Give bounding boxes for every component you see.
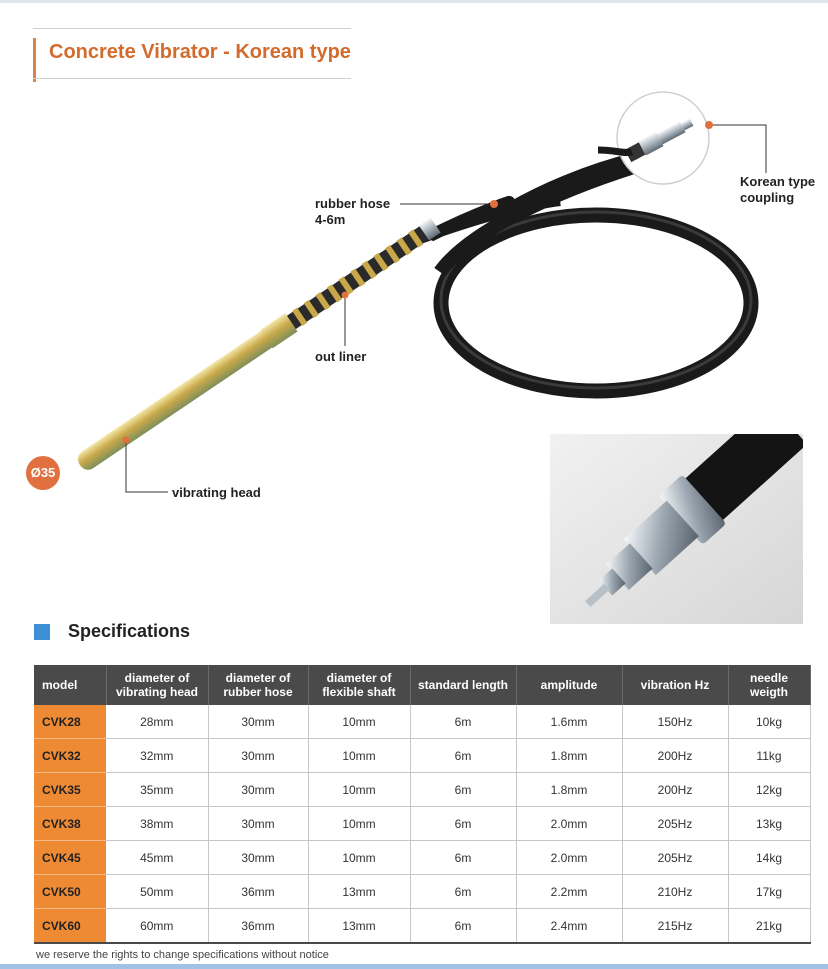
rubber-hose-label-line1: rubber hose: [315, 196, 391, 211]
table-body: [34, 705, 810, 943]
model-cell: CVK28: [34, 705, 106, 739]
column-header: [308, 665, 410, 705]
table-cell: 6m: [410, 841, 516, 875]
table-row: [34, 705, 810, 739]
table-cell: 32mm: [106, 739, 208, 773]
column-header-line: diameter of: [225, 671, 291, 685]
table-cell: 1.8mm: [516, 739, 622, 773]
column-header: [516, 665, 622, 705]
table-cell: 10mm: [308, 773, 410, 807]
table-cell: 1.8mm: [516, 773, 622, 807]
column-header: [34, 665, 106, 705]
column-header-line: vibration Hz: [640, 678, 710, 692]
column-header-line: amplitude: [540, 678, 598, 692]
table-cell: 2.4mm: [516, 909, 622, 944]
column-header-line: flexible shaft: [322, 685, 396, 699]
column-header-line: model: [42, 678, 78, 692]
table-row: [34, 841, 810, 875]
diameter-badge: Ø35: [26, 456, 60, 490]
table-cell: 6m: [410, 875, 516, 909]
model-cell: CVK32: [34, 739, 106, 773]
table-cell: 30mm: [208, 773, 308, 807]
table-row: [34, 875, 810, 909]
table-cell: 28mm: [106, 705, 208, 739]
vibrating-head-rod: [74, 216, 442, 474]
table-cell: 13mm: [308, 875, 410, 909]
column-header: [208, 665, 308, 705]
table-cell: 11kg: [728, 739, 810, 773]
table-cell: 10mm: [308, 807, 410, 841]
table-cell: 6m: [410, 705, 516, 739]
title-block: [33, 28, 351, 80]
table-cell: 10mm: [308, 705, 410, 739]
column-header: [106, 665, 208, 705]
table-cell: 200Hz: [622, 739, 728, 773]
table-cell: 13kg: [728, 807, 810, 841]
table-header-row: [34, 665, 810, 705]
table-cell: 6m: [410, 773, 516, 807]
vibrating-head-label: vibrating head: [172, 485, 261, 500]
table-row: [34, 739, 810, 773]
table-cell: 205Hz: [622, 841, 728, 875]
table-cell: 30mm: [208, 739, 308, 773]
table-cell: 12kg: [728, 773, 810, 807]
column-header: [622, 665, 728, 705]
table-cell: 6m: [410, 739, 516, 773]
model-cell: CVK38: [34, 807, 106, 841]
table-cell: 10mm: [308, 739, 410, 773]
top-divider: [0, 0, 828, 3]
table-cell: 6m: [410, 807, 516, 841]
bottom-divider: [0, 964, 828, 969]
table-cell: 205Hz: [622, 807, 728, 841]
title-bottom-rule: [33, 78, 351, 79]
column-header-line: vibrating head: [115, 685, 198, 699]
column-header: [728, 665, 810, 705]
table-cell: 50mm: [106, 875, 208, 909]
table-cell: 35mm: [106, 773, 208, 807]
table-cell: 2.2mm: [516, 875, 622, 909]
table-cell: 6m: [410, 909, 516, 944]
table-row: [34, 909, 810, 944]
coupling-photo: [550, 434, 803, 624]
rubber-hose-length: 4-6m: [315, 212, 346, 227]
table-cell: 21kg: [728, 909, 810, 944]
table-row: [34, 773, 810, 807]
footnote: we reserve the rights to change specifications without notice: [36, 949, 329, 961]
table-cell: 2.0mm: [516, 841, 622, 875]
model-cell: CVK45: [34, 841, 106, 875]
column-header-line: needle: [749, 671, 788, 685]
table-cell: 38mm: [106, 807, 208, 841]
table-cell: 36mm: [208, 875, 308, 909]
table-cell: 30mm: [208, 807, 308, 841]
table-cell: 30mm: [208, 841, 308, 875]
table-cell: 1.6mm: [516, 705, 622, 739]
table-cell: 215Hz: [622, 909, 728, 944]
table-cell: 45mm: [106, 841, 208, 875]
specifications-heading: Specifications: [68, 621, 191, 641]
specifications-table: [34, 665, 811, 944]
column-header-line: weigth: [750, 685, 788, 699]
table-cell: 36mm: [208, 909, 308, 944]
table-cell: 30mm: [208, 705, 308, 739]
table-cell: 10mm: [308, 841, 410, 875]
column-header-line: rubber hose: [223, 685, 293, 699]
page-title: Concrete Vibrator - Korean type: [49, 41, 351, 63]
model-cell: CVK60: [34, 909, 106, 944]
table-cell: 60mm: [106, 909, 208, 944]
table-cell: 2.0mm: [516, 807, 622, 841]
table-cell: 13mm: [308, 909, 410, 944]
model-cell: CVK35: [34, 773, 106, 807]
table-row: [34, 807, 810, 841]
coupling-label: [740, 174, 815, 206]
table-cell: 200Hz: [622, 773, 728, 807]
rubber-hose-label: [315, 196, 390, 228]
rubber-hose-coil: [430, 158, 751, 391]
table-cell: 17kg: [728, 875, 810, 909]
spec-square-icon: [34, 624, 50, 640]
column-header-line: diameter of: [124, 671, 190, 685]
table-cell: 14kg: [728, 841, 810, 875]
out-liner-label: out liner: [315, 349, 367, 364]
coupling-label-line1: Korean type: [740, 174, 816, 189]
model-cell: CVK50: [34, 875, 106, 909]
title-accent-bar: [33, 38, 36, 82]
column-header-line: standard length: [417, 678, 508, 692]
title-top-rule: [33, 28, 351, 29]
column-header: [410, 665, 516, 705]
column-header-line: diameter of: [326, 671, 392, 685]
table-cell: 210Hz: [622, 875, 728, 909]
coupling-label-line2: coupling: [740, 190, 795, 205]
table-cell: 150Hz: [622, 705, 728, 739]
table-cell: 10kg: [728, 705, 810, 739]
